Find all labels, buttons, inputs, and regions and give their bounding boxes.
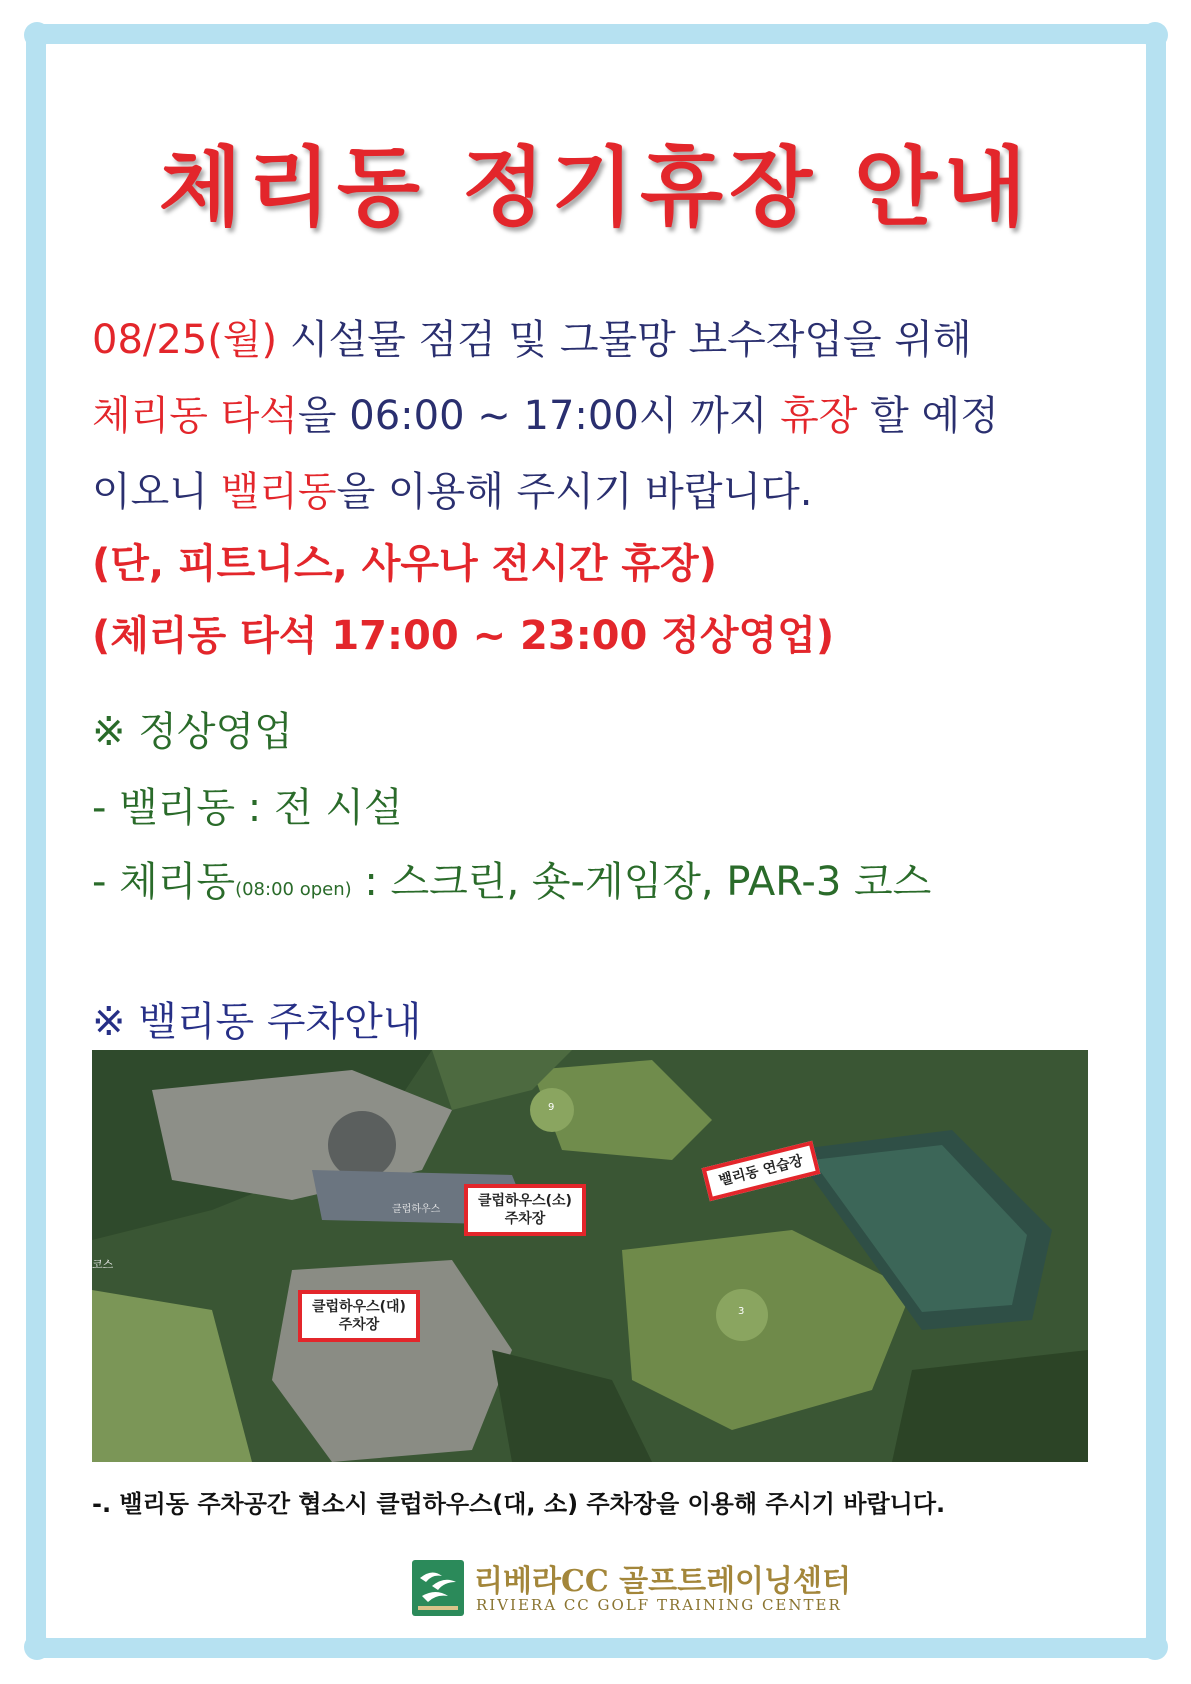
exception-note: (단, 피트니스, 사우나 전시간 휴장) — [92, 541, 717, 587]
page-title: 체리동 정기휴장 안내 — [158, 138, 1033, 238]
alternate-facility: 밸리동 — [220, 469, 337, 515]
riviera-logo — [412, 1556, 851, 1620]
normal-ops-heading: ※ 정상영업 — [92, 709, 293, 755]
frame-corner — [24, 22, 50, 48]
frame-corner — [1142, 1634, 1168, 1660]
closed-facility: 체리동 타석 — [92, 393, 298, 439]
map-text-course: 코스 — [92, 1258, 114, 1271]
valley-range-label: 밸리동 연습장 — [702, 1141, 821, 1202]
normal-ops-item-text: : 스크린, 숏-게임장, PAR-3 코스 — [351, 859, 932, 905]
aerial-map-image — [92, 1050, 1088, 1462]
notice-text: 을 06:00 ~ 17:00시 까지 — [297, 393, 781, 439]
notice-text: 할 예정 — [857, 393, 999, 439]
closure-date: 08/25(월) — [92, 317, 278, 363]
open-time: (08:00 open) — [235, 879, 352, 900]
evening-hours-note: (체리동 타석 17:00 ~ 23:00 정상영업) — [92, 613, 835, 659]
logo-emblem-icon — [412, 1560, 464, 1616]
notice-line-3 — [92, 460, 812, 517]
frame-corner — [1142, 22, 1168, 48]
clubhouse-small-parking-label: 클럽하우스(소) 주차장 — [464, 1184, 586, 1236]
parking-heading: ※ 밸리동 주차안내 — [92, 999, 422, 1045]
parking-note: -. 밸리동 주차공간 협소시 클럽하우스(대, 소) 주차장을 이용해 주시기 바랍니다. — [92, 1490, 946, 1518]
normal-ops-item-label: - 체리동 — [92, 859, 236, 905]
logo-english-text: RIVIERA CC GOLF TRAINING CENTER — [476, 1596, 842, 1614]
parking-map — [92, 1050, 1088, 1462]
map-text-clubhouse: 클럽하우스 — [392, 1204, 441, 1215]
notice-line-1 — [92, 308, 972, 365]
hole-number-3: 3 — [738, 1306, 745, 1317]
notice-text: 을 이용해 주시기 바랍니다. — [336, 469, 813, 515]
closure-word: 휴장 — [780, 393, 858, 439]
frame-corner — [24, 1634, 50, 1660]
hole-number-9: 9 — [548, 1102, 555, 1113]
notice-text: 시설물 점검 및 그물망 보수작업을 위해 — [277, 317, 972, 363]
normal-ops-item-valley: - 밸리동 : 전 시설 — [92, 785, 403, 831]
notice-line-2 — [92, 384, 999, 441]
logo-korean-text: 리베라CC 골프트레이닝센터 — [474, 1564, 851, 1599]
notice-text: 이오니 — [92, 469, 221, 515]
normal-ops-item-cherry — [92, 850, 931, 907]
clubhouse-large-parking-label: 클럽하우스(대) 주차장 — [298, 1290, 420, 1342]
